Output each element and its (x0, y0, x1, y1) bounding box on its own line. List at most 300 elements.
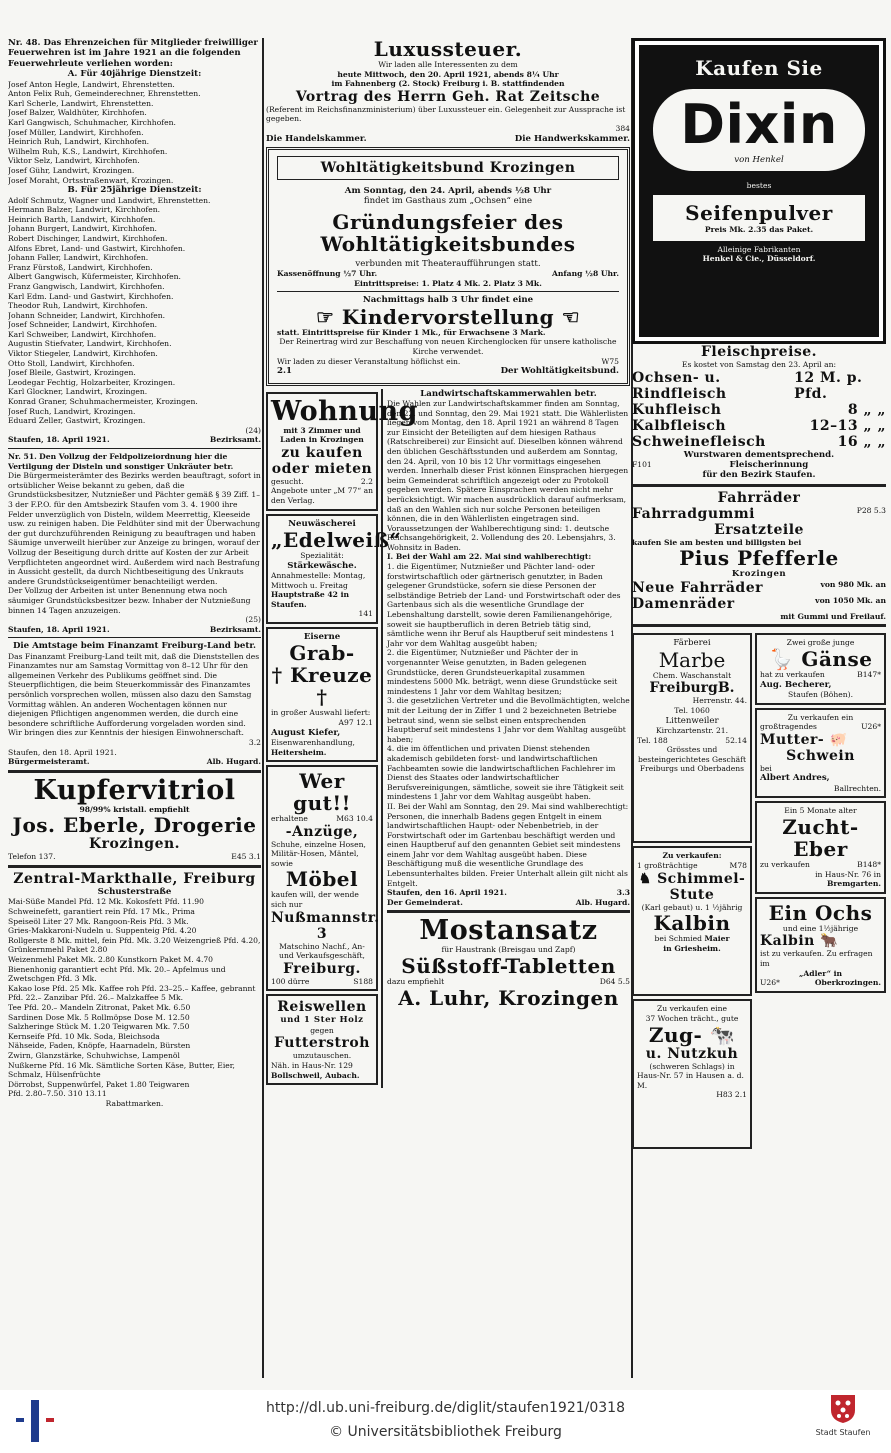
ad-title: Marbe (658, 647, 726, 672)
ad-town: Staufen (Böhen). (787, 690, 854, 699)
notice-title: Den Vollzug der Feldpolizeiordnung hier die Vertilgung der Disteln und sonstiger Unkräuter betr. (8, 452, 234, 471)
ad-firm: Pius Pfefferle (679, 546, 839, 571)
price-item: Kuhfleisch (632, 401, 722, 418)
name-list (8, 80, 261, 186)
ref-number: P28 5.3 (856, 505, 886, 515)
column-rule (262, 38, 264, 1378)
notice-thistles (8, 452, 261, 634)
list-item: 4. die im öffentlichen und privaten Dienst stehenden akademisch gebildeten forst- und landwirtschaftlichen Fachbeamten sowie die landwirtschaftlichen Fachlehrer im Dienst des Staates oder landwirtschaftlicher Berufsvereinigungen, sämtliche, soweit sie ihre Tätigkeit seit mindestens 1 Jahr vor dem Wahltag ausgeübt haben. (387, 744, 624, 802)
office: Der Gemeinderat. (387, 897, 463, 907)
ad-firm: A. Luhr, Krozingen (398, 985, 619, 1010)
ad-text: erhaltene (271, 814, 308, 824)
ad-title: Wer gut!! (293, 769, 351, 816)
ad-title: Ein Ochs (768, 900, 873, 925)
list-item: Tee Pfd. 20.– Mandeln Zitronat, Paket Mk. 6.50 (8, 1002, 191, 1012)
ref-number: S188 (353, 976, 373, 986)
date: Staufen, 18. April 1921. (8, 624, 110, 634)
list-item: Johann Faller, Landwirt, Kirchhofen. (8, 253, 149, 263)
ad-text: umzutauschen. (292, 1051, 352, 1061)
ad-text: mit 3 Zimmer und Laden in Krozingen (280, 425, 364, 445)
column-2 (266, 38, 630, 1380)
date: Staufen, 18. April 1921. (8, 435, 110, 445)
price-item: Ochsen- u. Rindfleisch (632, 369, 727, 402)
ad-text: gesucht. (271, 476, 304, 486)
date: Staufen, den 16. April 1921. (387, 888, 507, 898)
ad-text: und eine 1½jährige (782, 923, 859, 933)
list-item: Josef Gühr, Landwirt, Krozingen. (8, 165, 135, 175)
subheading: B. Für 25jährige Dienstzeit: (67, 185, 202, 196)
list-item: Johann Burgert, Landwirt, Kirchhofen. (8, 224, 157, 234)
ad-title: Zucht-Eber (782, 814, 859, 861)
ad-text: (Referent im Reichsfinanzministerium) über Luxussteuer ein. Gelegenheit zur Aussprache ist gegeben. (266, 104, 626, 124)
ref-number: 2.1 (277, 366, 292, 377)
price-row (632, 370, 886, 402)
divider (277, 291, 619, 292)
ad-text: Eintrittspreise: 1. Platz 4 Mk. 2. Platz 3 Mk. (354, 278, 542, 288)
ref-number: A97 12.1 (338, 717, 373, 727)
list-item: Josef Balzer, Waldhüter, Kirchhofen. (8, 108, 147, 118)
ad-price: von 980 Mk. an (820, 579, 886, 589)
ref-number: 384 (615, 123, 630, 133)
ad-title: Zentral-Markthalle, Freiburg (13, 871, 256, 887)
ad-subcolumn-left (632, 630, 752, 1152)
ad-org: für den Bezirk Staufen. (702, 470, 816, 481)
signature: Der Wohltätigkeitsbund. (500, 366, 619, 377)
signature: Alb. Hugard. (575, 897, 630, 907)
ad-text: Herrenstr. 44. (692, 696, 747, 706)
ref-number: D64 5.5 (599, 977, 630, 987)
cow-icon: 🐂 (814, 933, 839, 950)
list-item: Gries-Makkaroni-Nudeln u. Suppenteig Pfd. 4.20 (8, 926, 197, 936)
list-item: 2. die Eigentümer, Nutznießer und Pächter der in vorgenannter Weise genutzten, in Baden gelegenen Grundstücke, deren Grundsteuerkapital zusammen mindestens 5000 Mk. beträgt, wenn diese Grundstücke seit mindestens 1 Jahr vor dem Wahltag besitzen; (387, 648, 618, 696)
ref-number: 3.3 (616, 888, 630, 898)
ad-text: oder mieten (271, 460, 373, 477)
list-item: Sardinen Dose Mk. 5 Rollmöpse Dose M. 12.50 (8, 1012, 190, 1022)
ad-text: von Henkel (734, 155, 784, 165)
ad-text: Angebote unter „M 77“ an den Verlag. (271, 486, 373, 505)
ad-price: Preis Mk. 2.35 das Paket. (704, 225, 814, 234)
ad-text: „Adler“ in (799, 968, 842, 978)
ref-number: W75 (601, 356, 619, 366)
ad-kinder (277, 306, 619, 328)
ad-title: Ersatzteile (714, 521, 804, 538)
ad-text: Nachmittags halb 3 Uhr findet eine (362, 295, 534, 306)
ad-title: Wohltätigkeitsbund Krozingen (277, 156, 619, 180)
ref-number: E45 3.1 (231, 852, 261, 862)
ad-text: Eisenwarenhandlung, (271, 737, 355, 747)
office: Bürgermeisteramt. (8, 757, 90, 767)
ad-wohnung (266, 392, 419, 511)
list-item: Johann Schneider, Landwirt, Kirchhofen. (8, 310, 166, 320)
ad-firm: Henkel & Cie., Düsseldorf. (702, 254, 816, 264)
column-3 (632, 38, 886, 1380)
staufen-logo (813, 1394, 873, 1437)
ad-text: (schweren Schlags) in (649, 1061, 735, 1071)
ref-number: (24) (245, 425, 261, 435)
ad-text: Nußmannstr. 3 (271, 909, 380, 942)
ref-number: M63 10.4 (336, 814, 373, 824)
list-item: Josef Müller, Landwirt, Kirchhofen. (8, 127, 144, 137)
ad-text: statt. Eintrittspreise für Kinder 1 Mk., für Erwachsene 3 Mark. (277, 327, 546, 337)
ad-text: verbunden mit Theateraufführungen statt. (355, 258, 541, 269)
list-item: Mai-Süße Mandel Pfd. 12 Mk. Kokosfett Pfd. 11.90 (8, 897, 204, 907)
notice-body: Die Wahlen zur Landwirtschaftskammer finden am Sonntag, den 22. und Sonntag, den 29. Mai 1921 statt. Die Wählerlisten liegen vom Montag, den 18. April 1921 an während 8 Tagen zur Einsicht der Beteiligten auf dem hiesigen Rathaus (Ratschreiberei) zur Einsicht auf. Dieselben können während den üblichen Geschäftsstunden und außerdem am Sonntag, den 24. April, von 10 bis 12 Uhr vormittags eingesehen werden. Innerhalb dieser Frist können Einsprachen hiergegen beim Gemeinderat schriftlich angezeigt oder zu Protokoll gegeben werden. Spätere Einsprachen werden nicht mehr berücksichtigt. Wir machen ausdrücklich darauf aufmerksam, daß an den Wahlen sich nur solche Personen beteiligen können, die in den Wählerlisten eingetragen sind. Voraussetzungen der Wahlberechtigung sind: 1. deutsche Reichsangehörigkeit, 2. Vollendung des 20. Lebensjahrs, 3. Wohnsitz in Baden. (387, 398, 629, 552)
price-table (632, 370, 886, 450)
ad-text: Kirchzartenstr. 21. (655, 726, 729, 735)
notice-body: Der Vollzug der Arbeiten ist unter Benennung etwa noch säumiger Grundstücksbesitzer bezw. Inhaber der Nutznießung binnen 14 Tagen anzuzeigen. (8, 586, 251, 615)
ad-firm: Jos. Eberle, Drogerie (12, 813, 257, 838)
list-item: Konrad Graner, Schuhmachermeister, Krozingen. (8, 397, 198, 407)
ad-title-text: Zug- (648, 1022, 703, 1047)
ad-title: Fahrräder (717, 489, 801, 506)
date: Staufen, den 18. April 1921. (8, 747, 117, 757)
list-item: Salzheringe Stück M. 1.20 Teigwaren Mk. 7.50 (8, 1022, 190, 1032)
notice-heading: Nr. 48. Das Ehrenzeichen für Mitglieder freiwilliger Feuerwehren ist im Jahre 1921 an die folgenden Feuerwehrleute verliehen worden: (8, 38, 258, 69)
ad-town: Krozingen. (88, 836, 181, 853)
price-row (632, 434, 886, 450)
ref-number: (25) (245, 615, 261, 625)
source-url[interactable]: http://dl.ub.uni-freiburg.de/diglit/staufen1921/0318 (266, 1400, 625, 1416)
list-item: Karl Edm. Land- und Gastwirt, Kirchhofen. (8, 291, 174, 301)
pig-icon: 🐖 (824, 731, 848, 748)
list-item: Zwirn, Glanzstärke, Schuhwichse, Lampenöl (8, 1050, 180, 1060)
ad-town: in Griesheim. (663, 943, 721, 953)
list-item: Kakao lose Pfd. 25 Mk. Kaffee roh Pfd. 23–25.– Kaffee, gebrannt Pfd. 22.– Zanzibar Pfd. 26.– Malzkaffee 5 Mk. (8, 983, 256, 1003)
ad-title: Neuwäscherei (288, 518, 356, 529)
ad-text: (Karl gebaut) u. 1 ½jährig (641, 902, 743, 912)
ad-title: Luxussteuer. (373, 38, 523, 61)
ad-town: Ballrechten. (833, 783, 881, 793)
ad-zuchteber (755, 801, 886, 893)
notice-tax-office (8, 641, 261, 767)
ref-number: M78 (729, 861, 747, 870)
ad-edelweiss (266, 514, 402, 624)
ad-title (760, 648, 881, 670)
list-item: Anton Felix Ruh, Gemeinderechner, Ehrenstetten. (8, 89, 201, 99)
cross-icon: † (316, 685, 328, 710)
price-row (632, 418, 886, 434)
price-value: 12–13 „ „ (809, 417, 886, 434)
ad-text: Zu verkaufen: (662, 851, 722, 861)
list-item: Josef Moraht, Ortsstraßenwart, Krozingen. (8, 175, 174, 185)
ad-text: findet im Gasthaus zum „Ochsen“ eine (363, 196, 533, 207)
ad-footnote: Rabattmarken. (105, 1098, 164, 1108)
list-item: Eduard Zeller, Gastwirt, Krozingen. (8, 416, 146, 426)
list-item: Augustin Stiefvater, Landwirt, Kirchhofen. (8, 339, 172, 349)
ref-number: 3.2 (248, 738, 261, 748)
price-list (8, 897, 261, 1098)
ad-town: Freiburg. (283, 960, 361, 977)
goose-icon: 🪿 (768, 647, 802, 671)
ad-phone: Tel. 1060 (674, 706, 710, 715)
column-1 (8, 38, 261, 1380)
ad-zugkuh (632, 999, 752, 1149)
ad-markthalle (8, 871, 261, 1108)
name-list (8, 196, 261, 426)
ad-fleischpreise (632, 344, 886, 481)
ad-town: Bollschweil, Aubach. (271, 1070, 360, 1080)
notice-body: Das Finanzamt Freiburg-Land teilt mit, daß die Dienststellen des Finanzamtes nur am Samstag Vormittag von 8–12 Uhr für den allgemeinen Verkehr des Publikums geöffnet sind. Die Steuerpflichtigen, die beim Steuerkommissär des Finanzamtes persönlich vorsprechen wollen, müssen also dazu den Samstag Vormittag wählen. An anderen Wochentagen können nur diejenigen Pflichtigen angenommen werden, die durch eine besondere schriftliche Aufforderung vorgeladen worden sind. (8, 651, 260, 728)
price-item: Kalbfleisch (632, 417, 726, 434)
ad-text: Ein 5 Monate alter (784, 806, 857, 816)
ref-number: H83 2.1 (716, 1090, 747, 1100)
ad-text: bestes (746, 181, 772, 191)
ad-grabkreuze (266, 627, 378, 762)
price-value: 12 M. p. Pfd. (794, 369, 863, 402)
ad-title-text: Kreuze (290, 663, 373, 688)
ad-title: Fahrradgummi (632, 505, 755, 522)
ad-text: Färberei (673, 638, 711, 649)
crest-icon (830, 1394, 856, 1424)
ad-title: Fleischpreise. (700, 344, 818, 360)
ad-title: Stute (669, 886, 715, 903)
ad-fahrraeder (632, 490, 886, 622)
ad-text: Futterstroh (274, 1035, 370, 1052)
ad-text: Kaufen Sie (695, 56, 823, 80)
ad-stute (632, 846, 752, 996)
ad-text: Damenräder (632, 595, 735, 612)
list-item: 1. die Eigentümer, Nutznießer und Pächter land- oder forstwirtschaftlich oder gärtnerisch genutzter, in Baden gelegener Grundstücke, sofern sie diese Personen der selbständige Betrieb der Land- und Forstwirtschaft oder des Gartenbaus sich als die wesentliche Grundlage der Lebenshaltung darstellt, sowie deren Familienangehörige, soweit sie hauptberuflich in deren Betrieb tätig sind, sämtliche wenn ihr Beruf als Hauptberuf seit mindestens 1 Jahr vor dem Wahltag ausgeübt haben; (387, 562, 621, 648)
list-item: Albert Gangwisch, Küfermeister, Kirchhofen. (8, 272, 181, 282)
divider (8, 770, 261, 773)
notice-body: I. Bei der Wahl am 22. Mai sind wahlberechtigt: (387, 552, 592, 562)
ad-text: Littenweiler (665, 715, 719, 726)
ad-org: Die Handwerkskammer. (514, 133, 630, 144)
ad-title (760, 933, 881, 949)
ad-text: 37 Wochen trächt., gute (645, 1014, 739, 1023)
ad-title (637, 1024, 747, 1046)
ad-town: FreiburgB. (649, 680, 735, 697)
ad-kinder-label: Kindervorstellung (341, 304, 555, 329)
ad-text: Zu verkaufen ein (787, 712, 854, 722)
divider (8, 865, 261, 868)
ad-org: Die Handelskammer. (266, 133, 367, 144)
notice-number: Nr. 51. (8, 452, 37, 461)
ref-number: F101 (632, 460, 652, 469)
copyright: © Universitätsbibliothek Freiburg (329, 1424, 562, 1440)
ad-name: „Edelweiß“ (271, 527, 402, 552)
list-item: Karl Schweiber, Landwirt, Kirchhofen. (8, 329, 157, 339)
notice-elections (387, 389, 630, 1089)
ad-title: Wohnung (271, 395, 419, 427)
ad-text: Es kostet von Samstag den 23. April an: (681, 360, 837, 369)
list-item: Adolf Schmutz, Wagner und Landwirt, Ehrenstetten. (8, 195, 211, 205)
cross-icon: † (271, 663, 291, 688)
price-item: Schweinefleisch (632, 433, 766, 450)
list-item: Weizenmehl Paket Mk. 2.80 Kunstkorn Paket M. 4.70 (8, 954, 214, 964)
list-item: Josef Anton Hegle, Landwirt, Ehrenstetten. (8, 79, 175, 89)
list-item: Dörrobst, Suppenwürfel, Paket 1.80 Teigwaren (8, 1079, 190, 1089)
list-item: Josef Bleile, Gastwirt, Krozingen. (8, 368, 136, 378)
notice-list (387, 562, 630, 802)
ad-text: Stärkewäsche. (287, 560, 357, 571)
ref-number: 52.14 (725, 735, 747, 745)
ad-brand: Dixin (680, 93, 838, 156)
list-item: Viktor Stiegeler, Landwirt, Kirchhofen. (8, 349, 158, 359)
ad-title-text: Schimmel- (657, 870, 746, 887)
list-item: Josef Schneider, Landwirt, Kirchhofen. (8, 320, 158, 330)
ad-text: bei (760, 763, 772, 773)
ad-title: Kalbin (653, 911, 731, 936)
list-item: Alfons Ebret, Land- und Gastwirt, Kirchhofen. (8, 243, 186, 253)
list-item: 3. die gesetzlichen Vertreter und die Bevollmächtigten, welche mit der Leitung der in Ziffer 1 und 2 bezeichneten Betriebe betraut sind, wenn sie selbst einen entsprechenden Hauptberuf seit mindestens 1 Jahr vor dem Wahltag ausgeübt haben; (387, 696, 630, 744)
ad-price: von 1050 Mk. an (815, 595, 886, 605)
ad-title (637, 871, 747, 887)
ad-text: ist zu verkaufen. Zu erfragen im (760, 949, 873, 968)
ad-text: Spezialität: (300, 550, 344, 560)
ad-text: bei Schmied (654, 934, 703, 944)
ad-town: Heitersheim. (271, 747, 327, 757)
ref-number: B148* (857, 859, 881, 869)
ad-text: Zwei große junge (786, 638, 855, 648)
notice-body: II. Bei der Wahl am Sonntag, den 29. Mai sind wahlberechtigt: Personen, die innerhalb Badens gegen Entgelt in einem landwirtschaftlichen Haupt- oder Nebenbetrieb, in der Forstwirtschaft oder im Gartenbau beschäftigt werden und einen Hauptberuf auf den genannten Gebiet seit mindestens einem Jahr vor dem Wahltag ausgeübt haben. Diese Beschäftigung muß die wesentliche Grundlage des Lebensunterhaltes bilden. Freier Unterhalt allein gilt nicht als Entgelt. (387, 801, 629, 888)
list-item: Rollgerste 8 Mk. mittel, fein Pfd. Mk. 3.20 Weizengrieß Pfd. 4.20, Grünkernmehl Paket 2.80 (8, 935, 261, 955)
list-item: Kernseife Pfd. 10 Mk. Soda, Bleichsoda (8, 1031, 160, 1041)
ad-text: Der Reinertrag wird zur Beschaffung von neuen Kirchenglocken für unsere katholische Kirche verwendet. (279, 337, 617, 356)
ad-text: -Anzüge, (285, 823, 359, 840)
list-item: Franz Fürstoß, Landwirt, Kirchhofen. (8, 262, 153, 272)
ad-text: 1 großträchtige (637, 861, 698, 870)
ad-title: Reiswellen (277, 999, 367, 1016)
ad-text: zu kaufen (281, 444, 363, 461)
ad-text: Wurstwaren dementsprechend. (683, 449, 835, 460)
ad-kupfervitriol (8, 776, 261, 862)
ref-number: 141 (358, 609, 373, 619)
ad-text: in Haus-Nr. 76 in (815, 869, 881, 879)
ad-title: Eiserne (303, 631, 341, 642)
ad-mostansatz (387, 916, 630, 1008)
ad-text: Anfang ½8 Uhr. (551, 269, 619, 279)
ad-text: 100 dürre (271, 976, 310, 986)
list-item: Heinrich Ruh, Landwirt, Kirchhofen. (8, 137, 150, 147)
ad-text: Kassenöffnung ½7 Uhr. (277, 269, 378, 279)
ad-marbe (632, 633, 752, 843)
ad-firm: Maier (704, 934, 730, 944)
ad-text: hat zu verkaufen (760, 670, 825, 679)
ad-text: für Haustrank (Breisgau und Zapf) (441, 945, 576, 955)
notice-title: Die Amtstage beim Finanzamt Freiburg-Land betr. (12, 641, 257, 652)
ad-phone: Telefon 137. (8, 852, 56, 862)
divider (632, 624, 886, 627)
ad-text: Möbel (285, 867, 359, 892)
ad-text: Neue Fahrräder (632, 579, 763, 596)
ad-title (760, 732, 881, 748)
list-item: Heinrich Barth, Landwirt, Kirchhofen. (8, 214, 156, 224)
ad-street: Schusterstraße (97, 887, 172, 897)
divider (8, 637, 261, 638)
ad-subcolumn-right (755, 630, 886, 1152)
list-item: Otto Stoll, Landwirt, Kirchhofen. (8, 358, 135, 368)
list-item: Nußkerne Pfd. 16 Mk. Sämtliche Sorten Käse, Butter, Eier, Schmalz, Hülsenfrüchte (8, 1060, 235, 1080)
ad-text: Wir laden zu dieser Veranstaltung höflichst ein. (277, 356, 461, 366)
ref-number: 2.2 (360, 476, 373, 486)
pointing-hand-icon: ☞ (315, 304, 342, 329)
ad-gaense (755, 633, 886, 704)
office: Bezirksamt. (209, 435, 261, 445)
list-item: Karl Gangwisch, Schuhmacher, Kirchhofen. (8, 118, 176, 127)
ad-feier: Gründungsfeier des Wohltätigkeitsbundes (320, 209, 576, 256)
list-item: Hermann Balzer, Landwirt, Kirchhofen. (8, 205, 161, 215)
divider (632, 484, 886, 487)
list-item: Franz Gangwisch, Landwirt, Kirchhofen. (8, 281, 165, 291)
list-item: Nähseide, Faden, Knöpfe, Haarnadeln, Bürsten (8, 1041, 191, 1051)
ad-dixin (632, 38, 886, 344)
viewer-footer (0, 1390, 891, 1453)
ad-reiswellen (266, 994, 378, 1085)
ad-title: Schwein (786, 747, 855, 764)
list-item: Karl Scherle, Landwirt, Ehrenstetten. (8, 98, 154, 108)
ad-text: großtragendes (760, 722, 817, 732)
ad-text: und 1 Ster Holz (280, 1015, 364, 1026)
notice-body: Die Bürgermeisterämter des Bezirks werden beauftragt, sofort in ortsüblicher Weise bekannt zu geben, daß die Grundstücksbesitzer, Nutznießer und Pächter gemäß § 39 Ziff. 1–3 der F.P.O. für den Amtsbezirk Staufen vom 3. 4. 1900 ihre Felder unverzüglich von Disteln, wildem Meerrettig, Kleeseide usw. zu reinigen haben. Die Feldhüter sind mit der Überwachung der gut durchzuführenden Reinigung zu beauftragen und haben Säumige unverweilt hierüber zur Anzeige zu bringen, worauf der Vollzug der Beseitigung durch dritte auf Kosten der zur Arbeit Verpflichteten angeordnet wird. Außerdem wird nach Bestrafung in Aussicht gestellt, da durch Nichtbeseitigung des Unkrauts andere Grundstückseigentümer benachteiligt werden. (8, 471, 261, 586)
list-item: Josef Ruch, Landwirt, Krozingen. (8, 406, 136, 416)
list-item: Bienenhonig garantiert echt Pfd. Mk. 20.– Apfelmus und Zwetschgen Pfd. 3 Mk. (8, 964, 226, 984)
notice-body: Wir bringen dies zur Kenntnis der hiesigen Einwohnerschaft. (8, 728, 244, 738)
ad-text: kaufen will, der wende sich nur (271, 890, 359, 910)
list-item: Wilhelm Ruh, K.S., Landwirt, Kirchhofen. (8, 146, 168, 156)
ad-text: Chem. Waschanstalt (652, 670, 732, 680)
ad-luxussteuer (266, 38, 630, 144)
ad-title: Kupfervitriol (33, 774, 236, 806)
divider (387, 910, 630, 913)
list-item: Schweinefett, garantiert rein Pfd. 17 Mk., Prima (8, 907, 195, 916)
list-item: Robert Dischinger, Landwirt, Kirchhofen. (8, 233, 168, 243)
pointing-hand-icon: ☜ (554, 304, 581, 329)
ad-text: Am Sonntag, den 24. April, abends ½8 Uhr (344, 185, 552, 196)
price-value: 8 „ „ (847, 401, 886, 418)
ad-text: Annahmestelle: Montag, Mittwoch u. Freitag (271, 570, 366, 590)
ad-title: u. Nutzkuh (645, 1045, 739, 1062)
divider (8, 448, 261, 449)
ad-text: Seifenpulver (685, 201, 833, 225)
logo-caption: Stadt Staufen (815, 1428, 871, 1437)
ad-text: in großer Auswahl liefert: (271, 708, 371, 718)
ad-text: heute Mittwoch, den 20. April 1921, abends 8¼ Uhr (337, 69, 559, 79)
ad-text: kaufen Sie am besten und billigsten bei (632, 537, 802, 547)
ad-title (271, 664, 373, 708)
list-item: Speiseöl Liter 27 Mk. Rangoon-Reis Pfd. 3 Mk. (8, 916, 189, 926)
price-row (632, 402, 886, 418)
ad-title-text: Kalbin (760, 933, 815, 950)
ad-firm: August Kiefer, (271, 727, 341, 738)
notice-title: Landwirtschaftskammerwahlen betr. (420, 388, 597, 399)
ad-text: Wir laden alle Interessenten zu dem (378, 60, 518, 69)
ad-text: Haus-Nr. 57 in Hausen a. d. M. (637, 1071, 744, 1090)
office: Bezirksamt. (209, 624, 261, 634)
ad-text: mit Gummi und Freilauf. (780, 611, 886, 621)
ad-title: Grab- (289, 641, 355, 666)
signature: Alb. Hugard. (206, 757, 261, 767)
ad-text: zu verkaufen (760, 859, 810, 869)
ad-ochs (755, 897, 886, 993)
ad-mutterschwein (755, 708, 886, 799)
ad-phone: Tel. 188 (637, 735, 668, 745)
ad-org: Fleischerinnung (729, 460, 809, 470)
ad-text: Schuhe, einzelne Hosen, Militär-Hosen, Mäntel, sowie (271, 839, 366, 868)
ref-number: U26* (861, 722, 881, 732)
ad-title-text: Mutter- (760, 731, 825, 748)
ad-text: im Fahnenberg (2. Stock) Freiburg i. B. stattfindenden (331, 79, 565, 89)
ad-title-text: Gänse (801, 647, 873, 671)
list-item: Leodegar Fechtig, Holzarbeiter, Krozingen. (8, 377, 176, 387)
ad-sub: 98/99% kristall. empfiehlt (79, 804, 190, 814)
ad-text: Näh. in Haus-Nr. 129 (271, 1061, 353, 1071)
ad-wer-gut (266, 765, 378, 991)
ad-text: Hauptstraße 42 in Staufen. (271, 590, 349, 609)
ref-number: U26* (760, 978, 780, 988)
subheading: A. Für 40jährige Dienstzeit: (67, 69, 202, 80)
ad-text: Zu verkaufen eine (657, 1004, 727, 1014)
